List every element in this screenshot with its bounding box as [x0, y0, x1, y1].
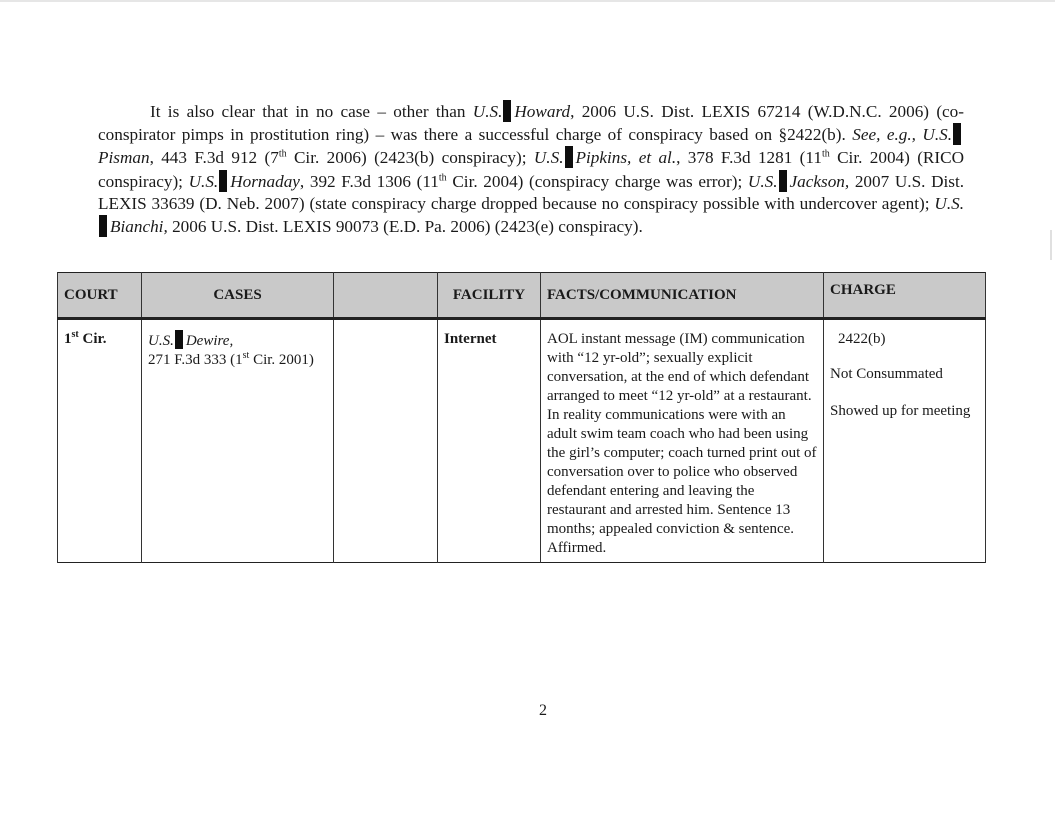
cell-case: U.S. Dewire, 271 F.3d 333 (1st Cir. 2001): [142, 319, 334, 563]
header-facts: FACTS/COMMUNICATION: [541, 273, 824, 319]
redaction-mark: [953, 123, 961, 145]
redaction-mark: [219, 170, 227, 192]
header-cases: CASES: [142, 273, 334, 319]
redaction-mark: [175, 330, 183, 349]
cell-court: 1st Cir.: [58, 319, 142, 563]
cell-facts: AOL instant message (IM) communication with “12 yr-old”; sexually explicit conversation, at the end of which defendant arranged to meet “12 yr-old” at a restaurant. In reality communications were with an adult swim team coach who had been using the girl’s computer; coach turned print out of conversation over to police who observed defendant entering and leaving the restaurant and arrested him. Sentence 13 months; appealed conviction & sentence. Affirmed.: [541, 319, 824, 563]
redaction-mark: [99, 215, 107, 237]
page-number: 2: [539, 702, 547, 719]
redaction-mark: [779, 170, 787, 192]
header-blank: [334, 273, 438, 319]
charge-status: Not Consummated: [830, 366, 943, 382]
header-charge: CHARGE: [824, 273, 986, 319]
header-facility: FACILITY: [438, 273, 541, 319]
cell-facility: Internet: [438, 319, 541, 563]
case-table: [57, 272, 986, 563]
charge-statute: 2422(b): [838, 331, 886, 347]
cell-blank: [334, 319, 438, 563]
charge-note: Showed up for meeting: [830, 403, 971, 419]
redaction-mark: [503, 100, 511, 122]
redaction-mark: [565, 146, 573, 168]
body-paragraph: It is also clear that in no case – other than U.S. Howard, 2006 U.S. Dist. LEXIS 67214 (W.D.N.C. 2006) (co-conspirator pimps in prostitution ring) – was there a successful charge of conspiracy based on §2422(b). See, e.g., U.S.Pisman, 443 F.3d 912 (7th Cir. 2006) (2423(b) conspiracy); U.S. Pipkins, et al., 378 F.3d 1281 (11th Cir. 2004) (RICO conspiracy); U.S. Hornaday, 392 F.3d 1306 (11th Cir. 2004) (conspiracy charge was error); U.S. Jackson, 2007 U.S. Dist. LEXIS 33639 (D. Neb. 2007) (state conspiracy charge dropped because no conspiracy possible with undercover agent); U.S.Bianchi, 2006 U.S. Dist. LEXIS 90073 (E.D. Pa. 2006) (2423(e) conspiracy).: [98, 102, 965, 237]
table-header-row: [58, 273, 986, 319]
header-court: COURT: [58, 273, 142, 319]
table-row: [58, 319, 986, 563]
page-top-edge: [0, 0, 1055, 2]
scan-edge-mark: [1050, 230, 1052, 260]
cell-charge: [824, 319, 986, 563]
